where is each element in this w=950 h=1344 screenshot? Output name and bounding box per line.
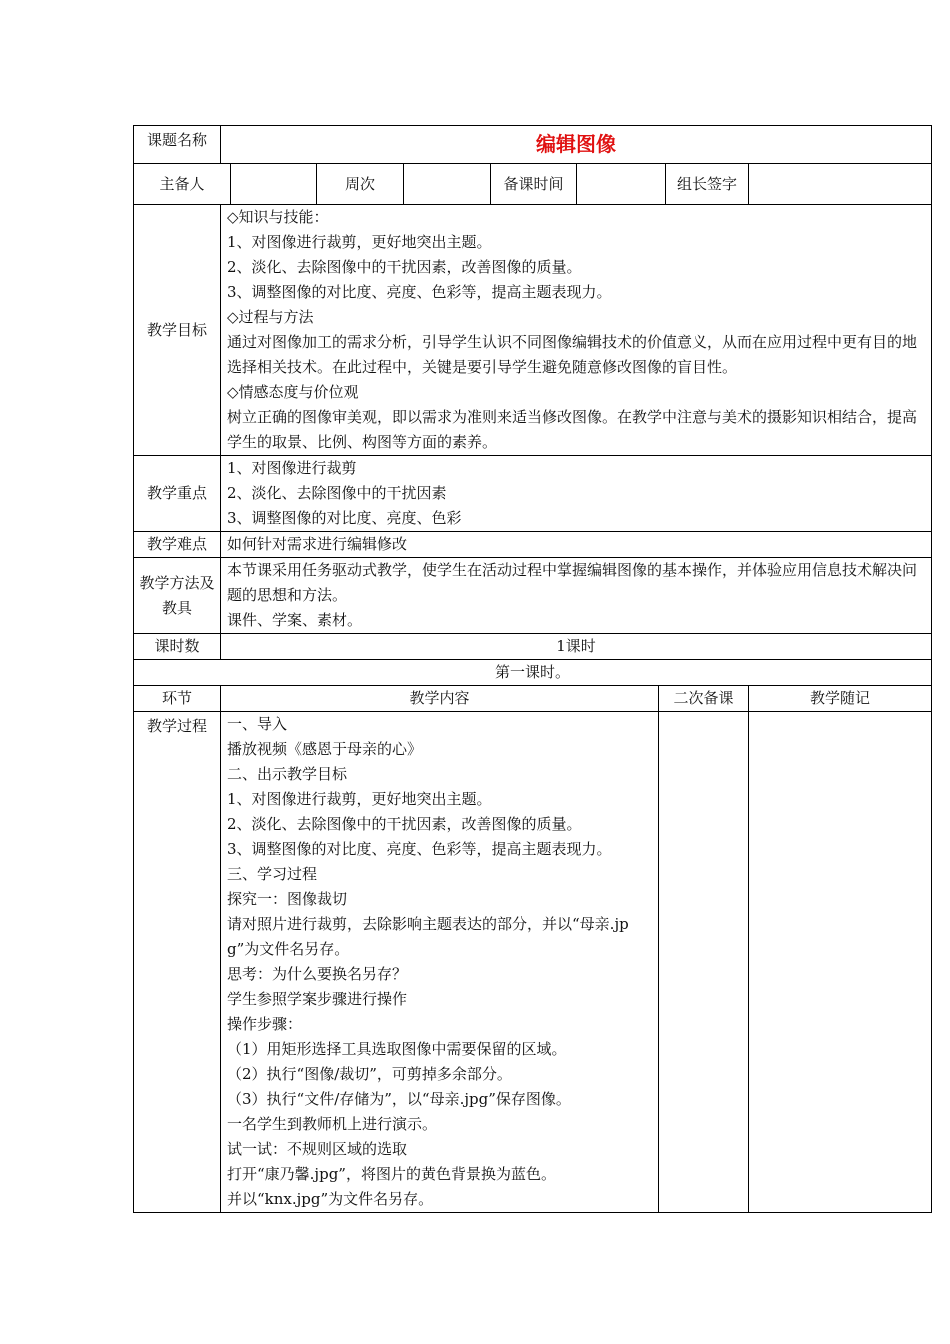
key-points-row [134, 456, 932, 532]
process-line: 1、对图像进行裁剪，更好地突出主题。 [227, 790, 492, 808]
process-line: 一、导入 [227, 715, 288, 733]
objectives-line: ◇知识与技能： [227, 208, 329, 226]
objectives-line: ◇过程与方法 [227, 308, 314, 326]
content-column-header: 教学内容 [221, 686, 659, 712]
process-label: 教学过程 [134, 712, 221, 1213]
meta-row [134, 164, 932, 205]
objectives-content [221, 205, 932, 456]
hours-label: 课时数 [134, 634, 221, 660]
methods-line: 本节课采用任务驱动式教学，使学生在活动过程中掌握编辑图像的基本操作，并体验应用信息技术解决问题的思想和方法。 [227, 561, 918, 604]
second-prep-cell [659, 712, 749, 1213]
process-line: 一名学生到教师机上进行演示。 [227, 1115, 438, 1133]
methods-label: 教学方法及教具 [134, 558, 221, 634]
notes-cell [749, 712, 932, 1213]
prep-time-value [577, 164, 666, 205]
stage-column-header: 环节 [134, 686, 221, 712]
notes-column-header: 教学随记 [749, 686, 932, 712]
methods-line: 课件、学案、素材。 [227, 611, 363, 629]
process-line: 思考：为什么要换名另存？ [227, 965, 408, 983]
difficulty-label: 教学难点 [134, 532, 221, 558]
methods-row [134, 558, 932, 634]
objectives-row [134, 205, 932, 456]
difficulty-content: 如何针对需求进行编辑修改 [221, 532, 932, 558]
process-line: 打开“康乃馨.jpg”，将图片的黄色背景换为蓝色。 [227, 1165, 556, 1183]
process-line: （2）执行“图像/裁切”，可剪掉多余部分。 [227, 1065, 512, 1083]
key-points-line: 2、淡化、去除图像中的干扰因素 [227, 484, 447, 502]
lesson-title: 第一课时。 [134, 660, 932, 686]
objectives-line: 2、淡化、去除图像中的干扰因素，改善图像的质量。 [227, 258, 582, 276]
process-line: 二、出示教学目标 [227, 765, 348, 783]
objectives-line: ◇情感态度与价位观 [227, 383, 359, 401]
process-line: 请对照片进行裁剪，去除影响主题表达的部分，并以“母亲.jpg”为文件名另存。 [227, 915, 629, 958]
preparer-value [231, 164, 317, 205]
hours-row [134, 634, 932, 660]
key-points-line: 1、对图像进行裁剪 [227, 459, 357, 477]
lesson-title-row [134, 660, 932, 686]
key-points-label: 教学重点 [134, 456, 221, 532]
leader-sign-label: 组长签字 [666, 164, 749, 205]
objectives-line: 1、对图像进行裁剪，更好地突出主题。 [227, 233, 492, 251]
methods-content [221, 558, 932, 634]
process-line: 操作步骤： [227, 1015, 303, 1033]
process-line: （3）执行“文件/存储为”，以“母亲.jpg”保存图像。 [227, 1090, 571, 1108]
preparer-label: 主备人 [134, 164, 231, 205]
leader-sign-value [749, 164, 932, 205]
lesson-plan-table [133, 125, 932, 1213]
prep-time-label: 备课时间 [491, 164, 577, 205]
process-line: 学生参照学案步骤进行操作 [227, 990, 408, 1008]
hours-value: 1课时 [221, 634, 932, 660]
title-label: 课题名称 [134, 126, 221, 164]
process-line: 试一试：不规则区域的选取 [227, 1140, 408, 1158]
title-row [134, 126, 932, 164]
objectives-label: 教学目标 [134, 205, 221, 456]
difficulty-row [134, 532, 932, 558]
process-line: 探究一：图像裁切 [227, 890, 348, 908]
process-line: 并以“knx.jpg”为文件名另存。 [227, 1190, 434, 1208]
process-line: 3、调整图像的对比度、亮度、色彩等，提高主题表现力。 [227, 840, 612, 858]
objectives-line: 树立正确的图像审美观，即以需求为准则来适当修改图像。在教学中注意与美术的摄影知识相结合，提高学生的取景、比例、构图等方面的素养。 [227, 408, 918, 451]
process-content [221, 712, 659, 1213]
key-points-line: 3、调整图像的对比度、亮度、色彩 [227, 509, 462, 527]
objectives-line: 3、调整图像的对比度、亮度、色彩等，提高主题表现力。 [227, 283, 612, 301]
document-title: 编辑图像 [221, 126, 932, 164]
week-value [404, 164, 491, 205]
objectives-line: 通过对图像加工的需求分析，引导学生认识不同图像编辑技术的价值意义，从而在应用过程中更有目的地选择相关技术。在此过程中，关键是要引导学生避免随意修改图像的盲目性。 [227, 333, 918, 376]
week-label: 周次 [317, 164, 404, 205]
key-points-content [221, 456, 932, 532]
process-line: 播放视频《感恩于母亲的心》 [227, 740, 423, 758]
process-header-row [134, 686, 932, 712]
process-line: 三、学习过程 [227, 865, 318, 883]
lesson-plan-document [133, 125, 931, 1213]
second-prep-column-header: 二次备课 [659, 686, 749, 712]
process-row [134, 712, 932, 1213]
process-line: 2、淡化、去除图像中的干扰因素，改善图像的质量。 [227, 815, 582, 833]
process-line: （1）用矩形选择工具选取图像中需要保留的区域。 [227, 1040, 567, 1058]
